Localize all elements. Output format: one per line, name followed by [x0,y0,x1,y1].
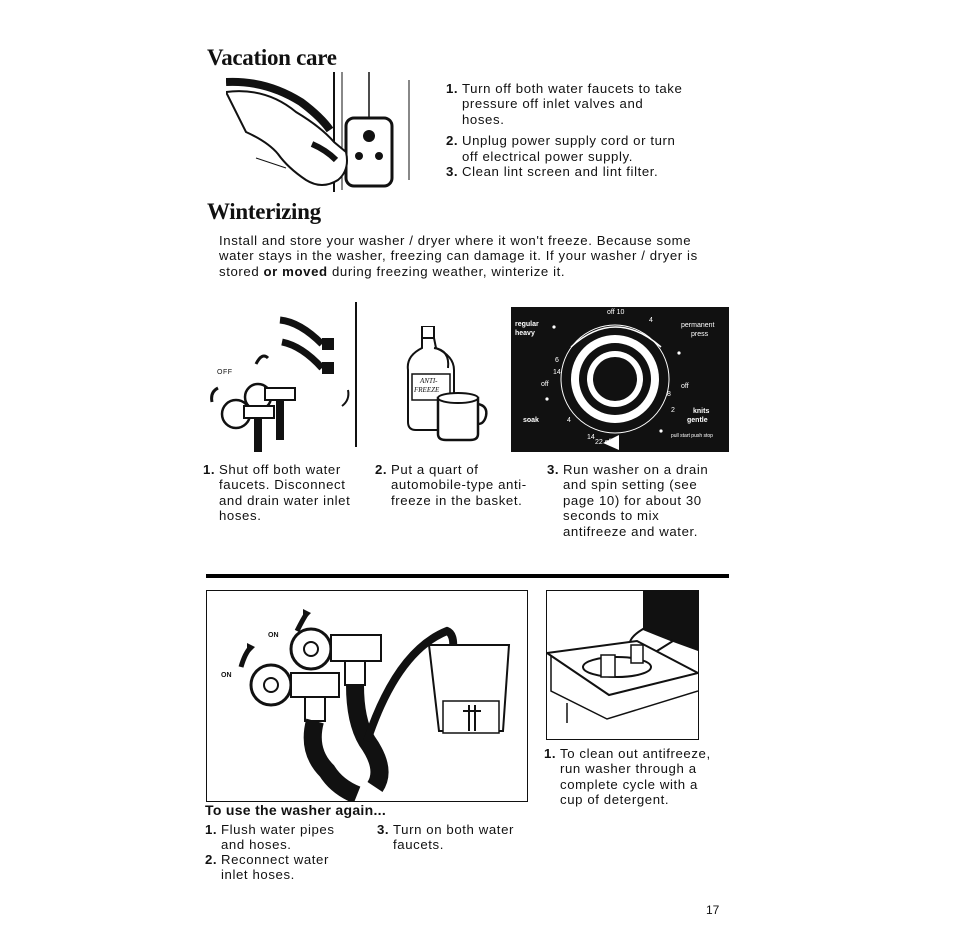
unplug-illustration [226,72,416,200]
antifreeze-illustration [398,326,490,444]
cleanout-step-1: 1. To clean out antifreeze, run washer through a complete cycle with a cup of detergent. [544,746,711,808]
vacation-step-3: 3. Clean lint screen and lint filter. [446,164,659,180]
use-again-title: To use the washer again... [205,802,387,818]
dial-label-heavy: heavy [515,330,535,337]
use-again-step-3: 3. Turn on both water faucets. [377,822,514,853]
dial-push-text: pull start push stop [671,433,713,439]
vacation-step-1: 1. Turn off both water faucets to take pressure off inlet valves and hoses. [446,81,683,127]
winterizing-step-1: 1. Shut off both water faucets. Disconnect and drain water inlet hoses. [203,462,351,524]
dial-number-14-left: 14 [553,369,561,376]
bottle-label-line1: ANTI- [420,377,438,385]
off-label: OFF [217,369,233,376]
vacation-steps [446,81,686,179]
use-again-step-2: 2. Reconnect water inlet hoses. [205,852,329,883]
dial-label-regular: regular [515,321,539,328]
dial-label-knits: knits [693,408,710,415]
section-divider [206,574,729,578]
winterizing-step-2: 2. Put a quart of automobile-type anti-freeze in the basket. [375,462,527,508]
dial-label-permanent: permanent [681,322,715,329]
dial-label-soak: soak [523,417,539,424]
dial-number-4-bottom: 4 [567,417,571,424]
dial-number-8: 8 [667,391,671,398]
on-label-lower: ON [221,672,232,679]
vacation-step-2: 2. Unplug power supply cord or turn off electrical power supply. [446,133,676,164]
section-title-vacation: Vacation care [207,45,337,70]
dial-label-press: press [691,331,709,338]
washer-detergent-illustration [546,590,699,740]
dial-number-6: 6 [555,357,559,364]
bottle-label-line2: FREEZE [414,386,440,394]
faucets-on-illustration [206,590,528,802]
dial-bottom-number: 22 off [595,439,613,446]
control-dial-illustration [511,307,729,452]
dial-number-2: 2 [671,407,675,414]
winterizing-intro: Install and store your washer / dryer where it won't freeze. Because some water stays in the washer, freezing can damage it. If your washer / dryer is stored or moved during freezing weather, winterize it. [219,233,698,279]
section-title-winterizing: Winterizing [207,199,321,224]
dial-label-gentle: gentle [687,417,708,424]
winterizing-step-3: 3. Run washer on a drain and spin setting (see page 10) for about 30 seconds to mix antifreeze and water. [547,462,709,539]
dial-label-off-right: off [681,383,689,390]
dial-label-off-left: off [541,381,549,388]
dial-number-4-top: 4 [649,317,653,324]
dial-top-number: off 10 [607,309,625,316]
faucets-off-illustration [210,302,366,452]
dial-number-14-bottom: 14 [587,434,595,441]
page-number: 17 [706,903,720,917]
on-label-upper: ON [268,632,279,639]
use-again-step-1: 1. Flush water pipes and hoses. [205,822,335,853]
